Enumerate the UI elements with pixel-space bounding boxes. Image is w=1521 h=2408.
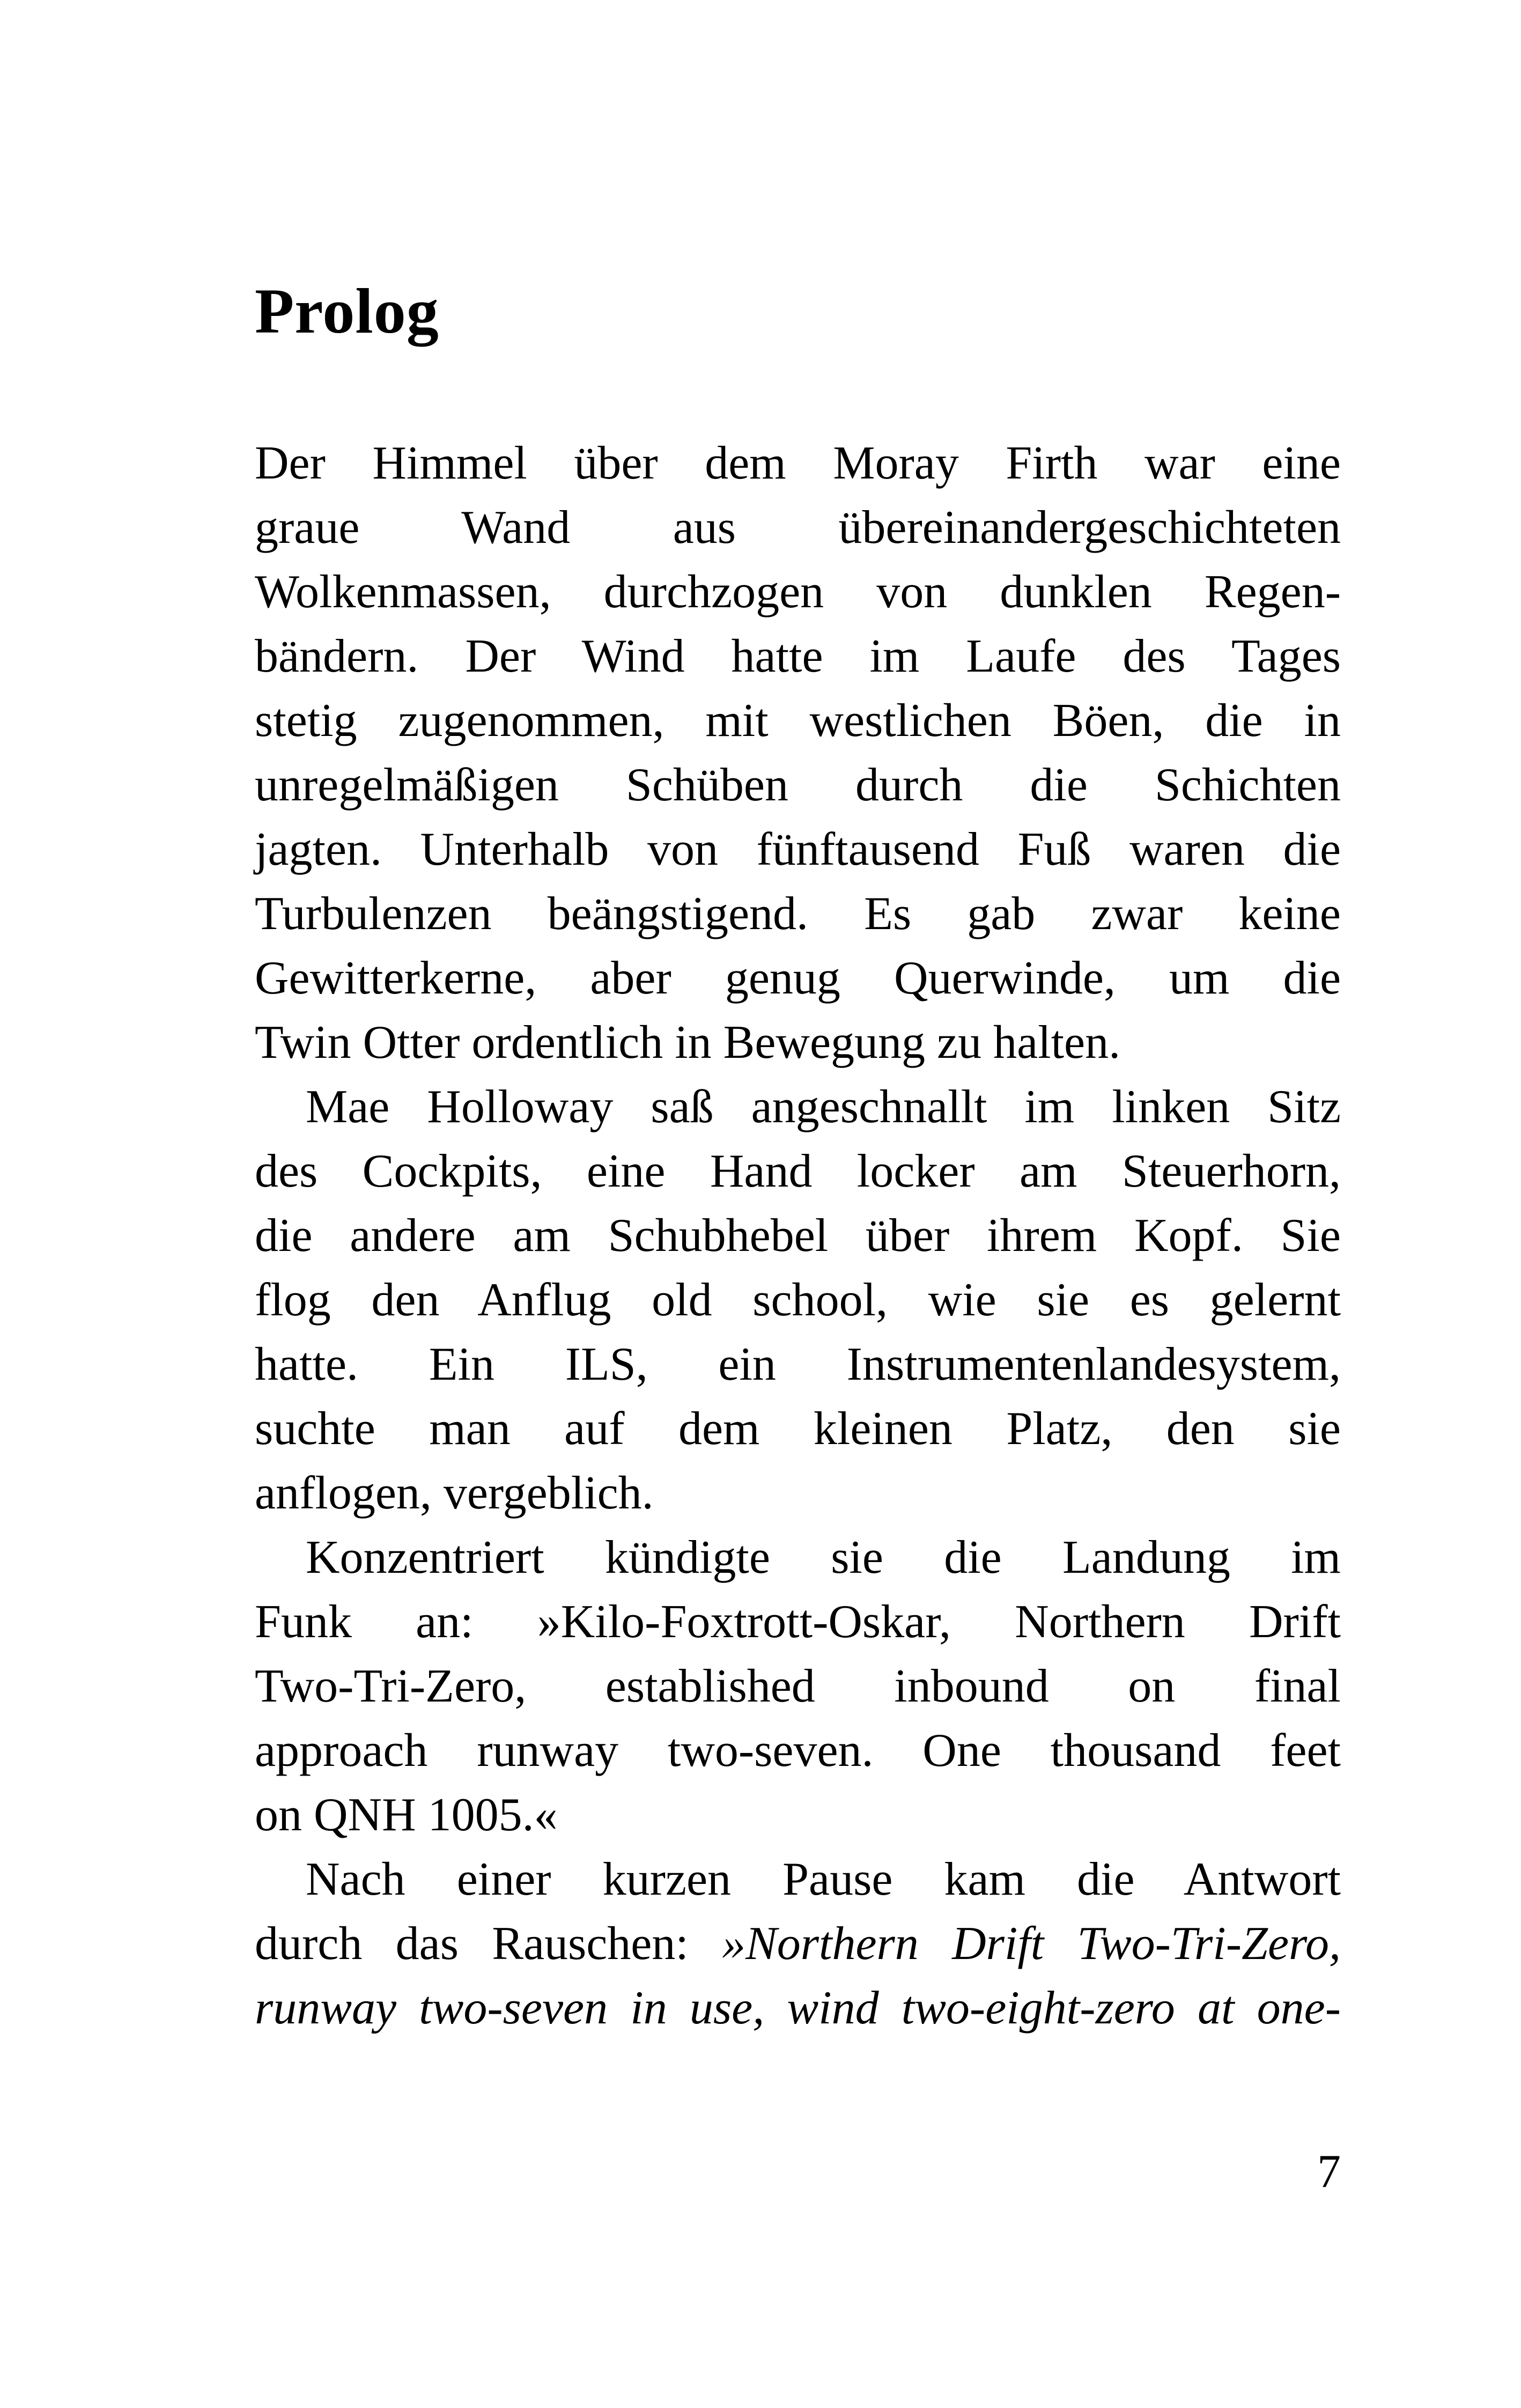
body-text-segment: anflogen, vergeblich. [255,1467,654,1519]
body-text-segment: Turbulenzen beängstigend. Es gab zwar keine [255,888,1341,940]
body-text-segment: unregelmäßigen Schüben durch die Schichten [255,759,1341,811]
radio-reply-italic-text: runway two-seven in use, wind two-eight-zero at one- [255,1982,1341,2034]
body-text-segment: Gewitterkerne, aber genug Querwinde, um die [255,952,1341,1004]
body-text-segment: approach runway two-seven. One thousand feet [255,1725,1341,1777]
body-text-segment: durch das Rauschen: [255,1918,722,1970]
text-line [255,496,1341,560]
text-line [255,1976,1341,2041]
text-line [255,1847,1341,1912]
text-line [255,689,1341,753]
body-text-segment: die andere am Schubhebel über ihrem Kopf. Sie [255,1210,1341,1262]
body-text-segment: Twin Otter ordentlich in Bewegung zu halten. [255,1017,1121,1069]
text-line [255,1590,1341,1654]
body-text-segment: flog den Anflug old school, wie sie es gelernt [255,1274,1341,1326]
radio-reply-italic-text: »Northern Drift Two-Tri-Zero, [722,1918,1341,1970]
text-line [255,1397,1341,1461]
body-text-segment: stetig zugenommen, mit westlichen Böen, die in [255,695,1341,747]
body-text-segment: Two-Tri-Zero, established inbound on final [255,1660,1341,1712]
text-line [255,1912,1341,1976]
text-line [255,1139,1341,1204]
body-text-segment: graue Wand aus übereinandergeschichteten [255,502,1341,554]
text-line [255,1783,1341,1847]
text-line [255,1719,1341,1783]
text-line [255,882,1341,946]
body-text-segment: on QNH 1005.« [255,1789,558,1841]
text-line [255,753,1341,818]
body-text-segment: Mae Holloway saß angeschnallt im linken Sitz [306,1081,1341,1133]
body-text-segment: hatte. Ein ILS, ein Instrumentenlandesystem, [255,1338,1341,1390]
page-number: 7 [1317,2146,1341,2198]
body-text-segment: suchte man auf dem kleinen Platz, den sie [255,1403,1341,1455]
body-text-segment: Nach einer kurzen Pause kam die Antwort [306,1853,1341,1905]
body-text-segment: Der Himmel über dem Moray Firth war eine [255,437,1341,489]
text-line [255,1011,1341,1075]
text-line [255,1204,1341,1268]
text-line [255,560,1341,624]
text-line [255,1268,1341,1332]
body-text-segment: jagten. Unterhalb von fünftausend Fuß waren die [255,823,1341,875]
text-line [255,946,1341,1011]
text-line [255,431,1341,496]
body-text-segment: des Cockpits, eine Hand locker am Steuerhorn, [255,1145,1341,1197]
text-line [255,818,1341,882]
body-text-segment: Wolkenmassen, durchzogen von dunklen Regen- [255,566,1341,618]
text-line [255,1332,1341,1397]
text-line [255,1654,1341,1719]
body-text [255,431,1341,2041]
body-text-segment: Funk an: »Kilo-Foxtrott-Oskar, Northern Drift [255,1596,1341,1648]
text-line [255,1461,1341,1526]
chapter-title: Prolog [255,275,439,347]
text-line [255,624,1341,689]
text-line [255,1526,1341,1590]
body-text-segment: Konzentriert kündigte sie die Landung im [306,1531,1341,1584]
text-line [255,1075,1341,1139]
body-text-segment: bändern. Der Wind hatte im Laufe des Tages [255,630,1341,682]
